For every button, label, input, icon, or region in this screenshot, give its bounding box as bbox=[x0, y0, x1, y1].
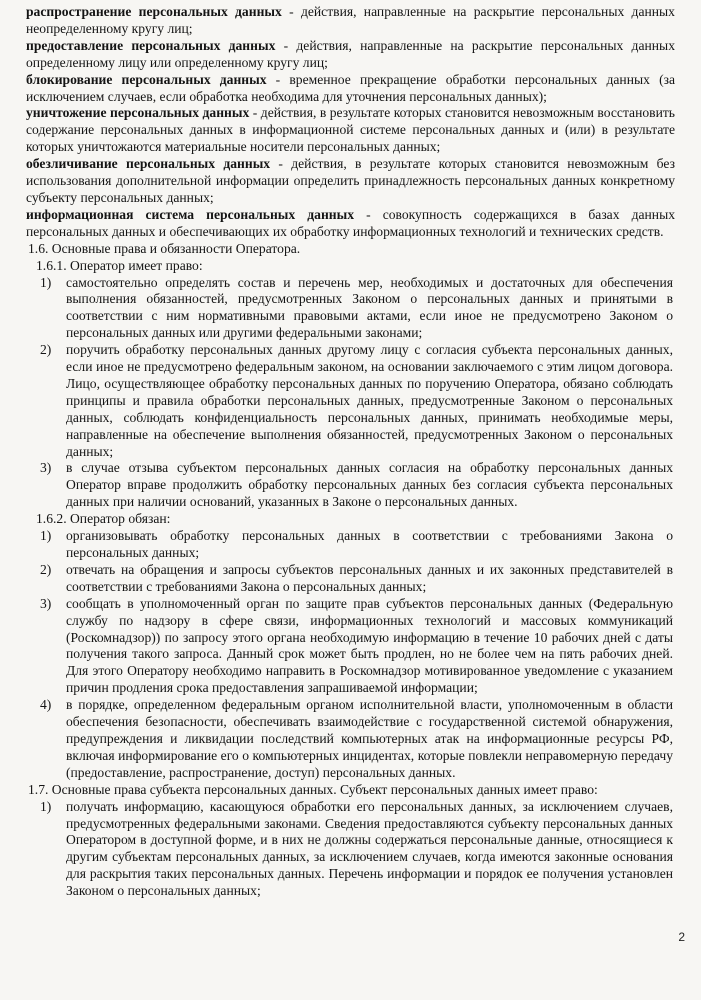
list-item bbox=[40, 528, 673, 562]
list-item-number: 3) bbox=[40, 460, 52, 476]
definition bbox=[26, 156, 675, 207]
definition bbox=[26, 207, 675, 241]
definition-term: обезличивание персональных данных bbox=[26, 156, 271, 172]
definition bbox=[26, 105, 675, 156]
definition-term: информационная система персональных данных bbox=[26, 206, 355, 222]
list-item bbox=[40, 697, 673, 782]
definition bbox=[26, 4, 675, 38]
definition-text: - действия, в результате которых становится невозможным без использования дополнительной информации определить принадлежность персональных данных конкретному субъекту персональных данных; bbox=[26, 156, 675, 205]
list-item bbox=[40, 596, 673, 697]
list-item bbox=[40, 460, 673, 511]
list-item-text: в порядке, определенном федеральным органом исполнительной власти, уполномоченным в области обеспечения безопасности, обеспечивать взаимодействие с государственной системой обнаружения, предупреждения и ликвидации последствий компьютерных атак на информационные ресурсы РФ, включая информирование его о компьютерных инцидентах, которые повлекли неправомерную передачу (предоставление, распространение, доступ) персональных данных. bbox=[66, 697, 673, 780]
list-item-text: самостоятельно определять состав и перечень мер, необходимых и достаточных для обеспечения выполнения обязанностей, предусмотренных Законом о персональных данных и принятыми в соответствии с ним нормативными правовыми актами, если иное не предусмотрено Законом о персональных данных или другими федеральными законами; bbox=[66, 274, 673, 341]
list-item-text: получать информацию, касающуюся обработки его персональных данных, за исключением случаев, предусмотренных федеральными законами. Сведения предоставляются субъекту персональных данных Оператором в доступной форме, и в них не должны содержаться персональные данные, относящиеся к другим субъектам персональных данных, за исключением случаев, когда имеются законные основания для раскрытия таких персональных данных. Перечень информации и порядок ее получения установлен Законом о персональных данных; bbox=[66, 798, 673, 899]
subsection-heading-1-6-2: 1.6.2. Оператор обязан: bbox=[36, 511, 171, 527]
operator-rights-list bbox=[26, 275, 675, 512]
definition bbox=[26, 72, 675, 106]
list-item-number: 1) bbox=[40, 274, 52, 290]
definition-text: - действия, в результате которых становится невозможным восстановить содержание персональных данных в информационной системе персональных данных и (или) в результате которых уничтожаются материальные носители персональных данных; bbox=[26, 105, 675, 155]
list-item-text: отвечать на обращения и запросы субъектов персональных данных и их законных представителей в соответствии с требованиями Закона о персональных данных; bbox=[66, 561, 673, 594]
definition-text: - совокупность содержащихся в базах данных персональных данных и обеспечивающих их обработку информационных технологий и технических средств. bbox=[26, 206, 676, 239]
list-item-number: 4) bbox=[40, 697, 52, 713]
list-item bbox=[40, 275, 673, 343]
list-item-number: 1) bbox=[40, 528, 52, 544]
subject-rights-list bbox=[26, 799, 675, 900]
subsection-heading-1-6-1: 1.6.1. Оператор имеет право: bbox=[36, 257, 203, 273]
definition-term: блокирование персональных данных bbox=[26, 71, 267, 87]
list-item-number: 2) bbox=[40, 561, 52, 577]
definition-text: - действия, направленные на раскрытие персональных данных определенному лицу или определенному кругу лиц; bbox=[26, 37, 675, 70]
definition-term: предоставление персональных данных bbox=[26, 37, 276, 53]
definitions-list bbox=[26, 4, 675, 241]
list-item-number: 1) bbox=[40, 798, 52, 814]
definition-term: распространение персональных данных bbox=[26, 4, 282, 19]
list-item-text: поручить обработку персональных данных другому лицу с согласия субъекта персональных данных, если иное не предусмотрено федеральным законом, на основании заключаемого с этим лицом договора. Лицо, осуществляющее обработку персональных данных по поручению Оператора, обязано соблюдать принципы и правила обработки персональных данных, предусмотренные Законом о персональных данных, соблюдать конфиденциальность персональных данных, принимать необходимые меры, направленные на обеспечение выполнения обязанностей, предусмотренных Законом о персональных данных; bbox=[66, 342, 673, 459]
list-item-text: организовывать обработку персональных данных в соответствии с требованиями Закона о персональных данных; bbox=[66, 528, 673, 560]
definition-term: уничтожение персональных данных bbox=[26, 105, 250, 121]
list-item bbox=[40, 799, 673, 900]
list-item-text: сообщать в уполномоченный орган по защите прав субъектов персональных данных (Федеральную службу по надзору в сфере связи, информационных технологий и массовых коммуникаций (Роскомнадзор)) по запросу этого органа необходимую информацию в течение 10 рабочих дней с даты получения такого запроса. Данный срок может быть продлен, но не более чем на пять рабочих дней. Для этого Оператору необходимо направить в Роскомнадзор мотивированное уведомление с указанием причин продления срока предоставления запрашиваемой информации; bbox=[66, 595, 673, 696]
definition-text: - временное прекращение обработки персональных данных (за исключением случаев, если обработка необходима для уточнения персональных данных); bbox=[26, 71, 675, 104]
definition bbox=[26, 38, 675, 72]
list-item bbox=[40, 562, 673, 596]
list-item-number: 2) bbox=[40, 342, 52, 358]
list-item-number: 3) bbox=[40, 595, 52, 611]
list-item bbox=[40, 342, 673, 460]
section-heading-1-6: 1.6. Основные права и обязанности Оператора. bbox=[28, 240, 301, 256]
page-number: 2 bbox=[678, 930, 685, 944]
definition-text: - действия, направленные на раскрытие персональных данных неопределенному кругу лиц; bbox=[26, 4, 675, 36]
operator-duties-list bbox=[26, 528, 675, 782]
list-item-text: в случае отзыва субъектом персональных данных согласия на обработку персональных данных Оператор вправе продолжить обработку персональных данных без согласия субъекта персональных данных при наличии оснований, указанных в Законе о персональных данных. bbox=[66, 460, 673, 510]
section-heading-1-7: 1.7. Основные права субъекта персональных данных. Субъект персональных данных имеет право: bbox=[28, 781, 598, 797]
